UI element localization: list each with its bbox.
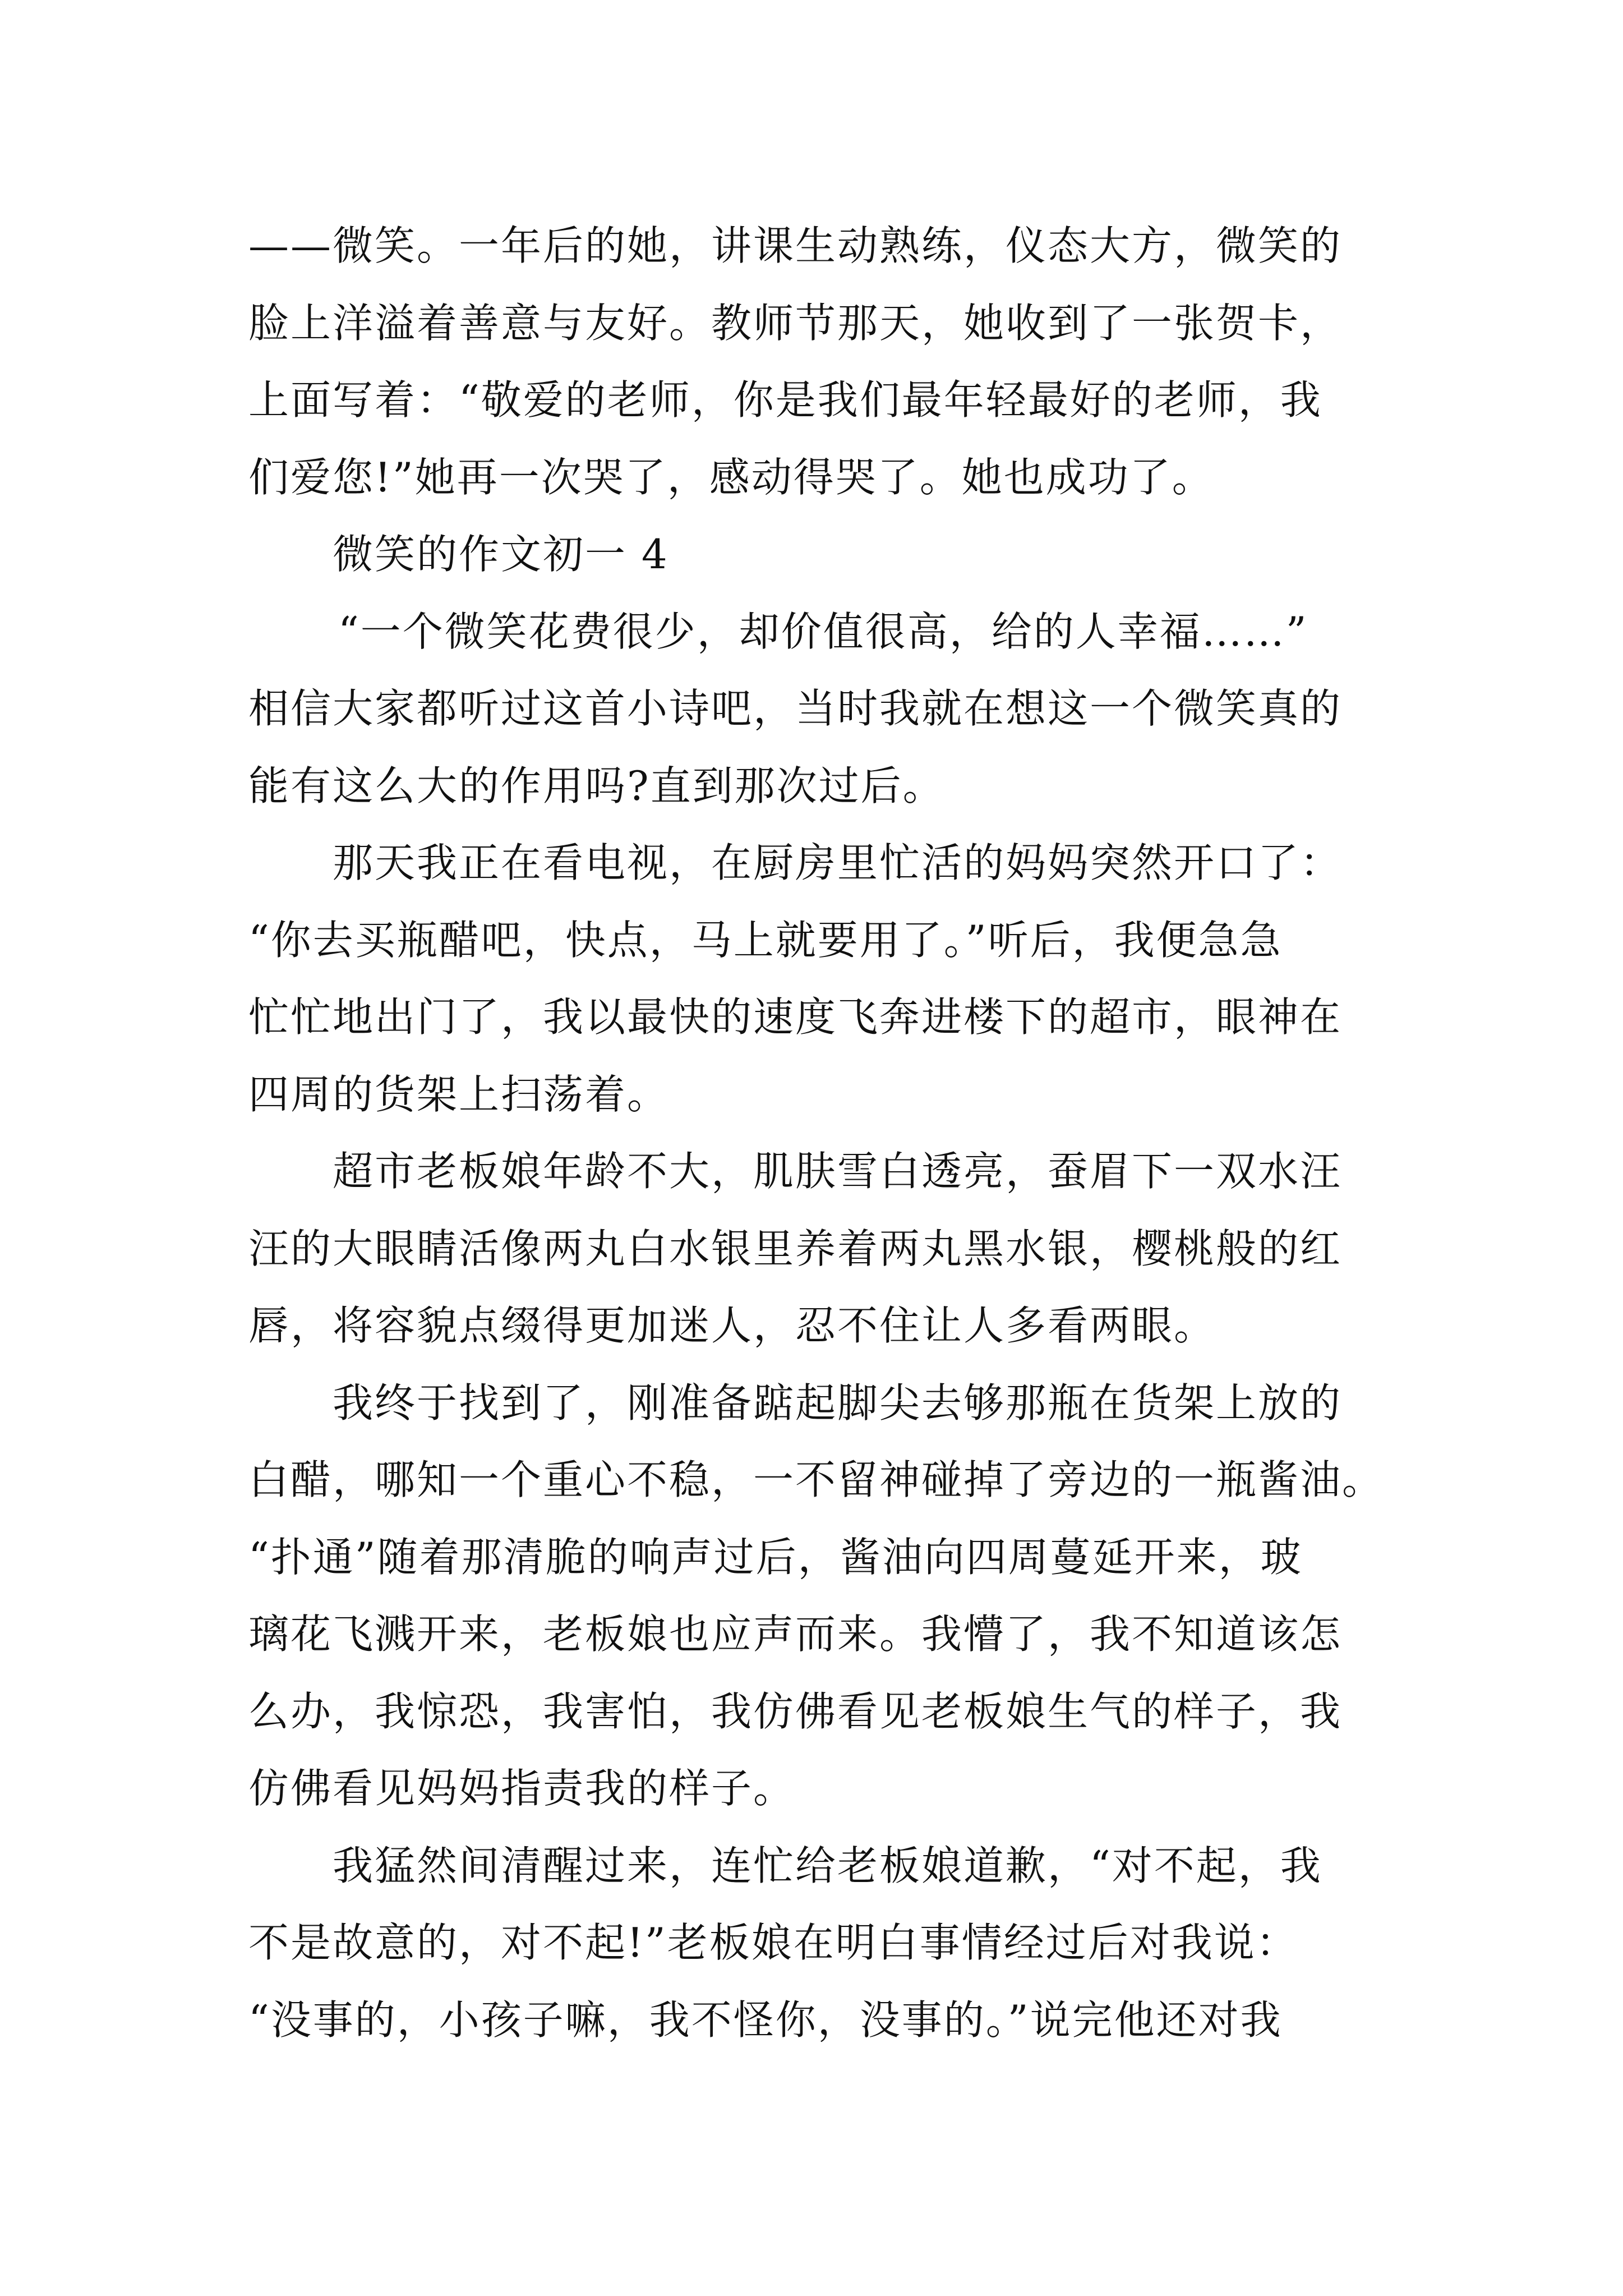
text-line: 忙忙地出门了，我以最快的速度飞奔进楼下的超市，眼神在 [248, 993, 1343, 1041]
paragraph [248, 593, 1387, 825]
text-line: 唇，将容貌点缀得更加迷人，忍不住让人多看两眼。 [248, 1302, 1216, 1349]
text-line: “你去买瓶醋吧，快点，马上就要用了。”听后，我便急急 [248, 916, 1283, 964]
paragraph [248, 1828, 1387, 2059]
paragraph-continuation [248, 208, 1387, 516]
text-line: 脸上洋溢着善意与友好。教师节那天，她收到了一张贺卡， [248, 299, 1343, 347]
text-line: ——微笑。一年后的她，讲课生动熟练，仪态大方，微笑的 [248, 222, 1343, 269]
document-body [248, 208, 1387, 2059]
text-line: 我终于找到了，刚准备踮起脚尖去够那瓶在货架上放的 [333, 1379, 1343, 1427]
text-line: 璃花飞溅开来，老板娘也应声而来。我懵了，我不知道该怎 [248, 1611, 1343, 1658]
text-line: 我猛然间清醒过来，连忙给老板娘道歉，“对不起，我 [333, 1842, 1322, 1889]
text-line: “没事的，小孩子嘛，我不怪你，没事的。”说完他还对我 [248, 1996, 1283, 2044]
text-line: 仿佛看见妈妈指责我的样子。 [248, 1765, 796, 1812]
heading-text: 微笑的作文初一 4 [333, 531, 669, 578]
section-heading [248, 516, 1387, 593]
text-line: 能有这么大的作用吗?直到那次过后。 [248, 762, 945, 809]
text-line: 白醋，哪知一个重心不稳，一不留神碰掉了旁边的一瓶酱油。 [248, 1456, 1385, 1503]
paragraph [248, 825, 1387, 1133]
text-line: 上面写着：“敬爱的老师，你是我们最年轻最好的老师，我 [248, 376, 1322, 424]
text-line: 相信大家都听过这首小诗吧，当时我就在想这一个微笑真的 [248, 685, 1343, 732]
paragraph [248, 1365, 1387, 1828]
text-line: 那天我正在看电视，在厨房里忙活的妈妈突然开口了： [333, 839, 1343, 886]
text-line: 四周的货架上扫荡着。 [248, 1070, 670, 1118]
text-line: 超市老板娘年龄不大，肌肤雪白透亮，蚕眉下一双水汪 [333, 1148, 1343, 1195]
text-line: “扑通”随着那清脆的响声过后，酱油向四周蔓延开来，玻 [248, 1533, 1303, 1581]
text-line: “一个微笑花费很少，却价值很高，给的人幸福……” [338, 608, 1308, 655]
text-line: 们爱您!”她再一次哭了，感动得哭了。她也成功了。 [248, 453, 1214, 501]
text-line: 么办，我惊恐，我害怕，我仿佛看见老板娘生气的样子，我 [248, 1687, 1343, 1735]
paragraph [248, 1133, 1387, 1365]
text-line: 汪的大眼睛活像两丸白水银里养着两丸黑水银，樱桃般的红 [248, 1225, 1343, 1272]
text-line: 不是故意的，对不起!”老板娘在明白事情经过后对我说： [248, 1919, 1298, 1966]
